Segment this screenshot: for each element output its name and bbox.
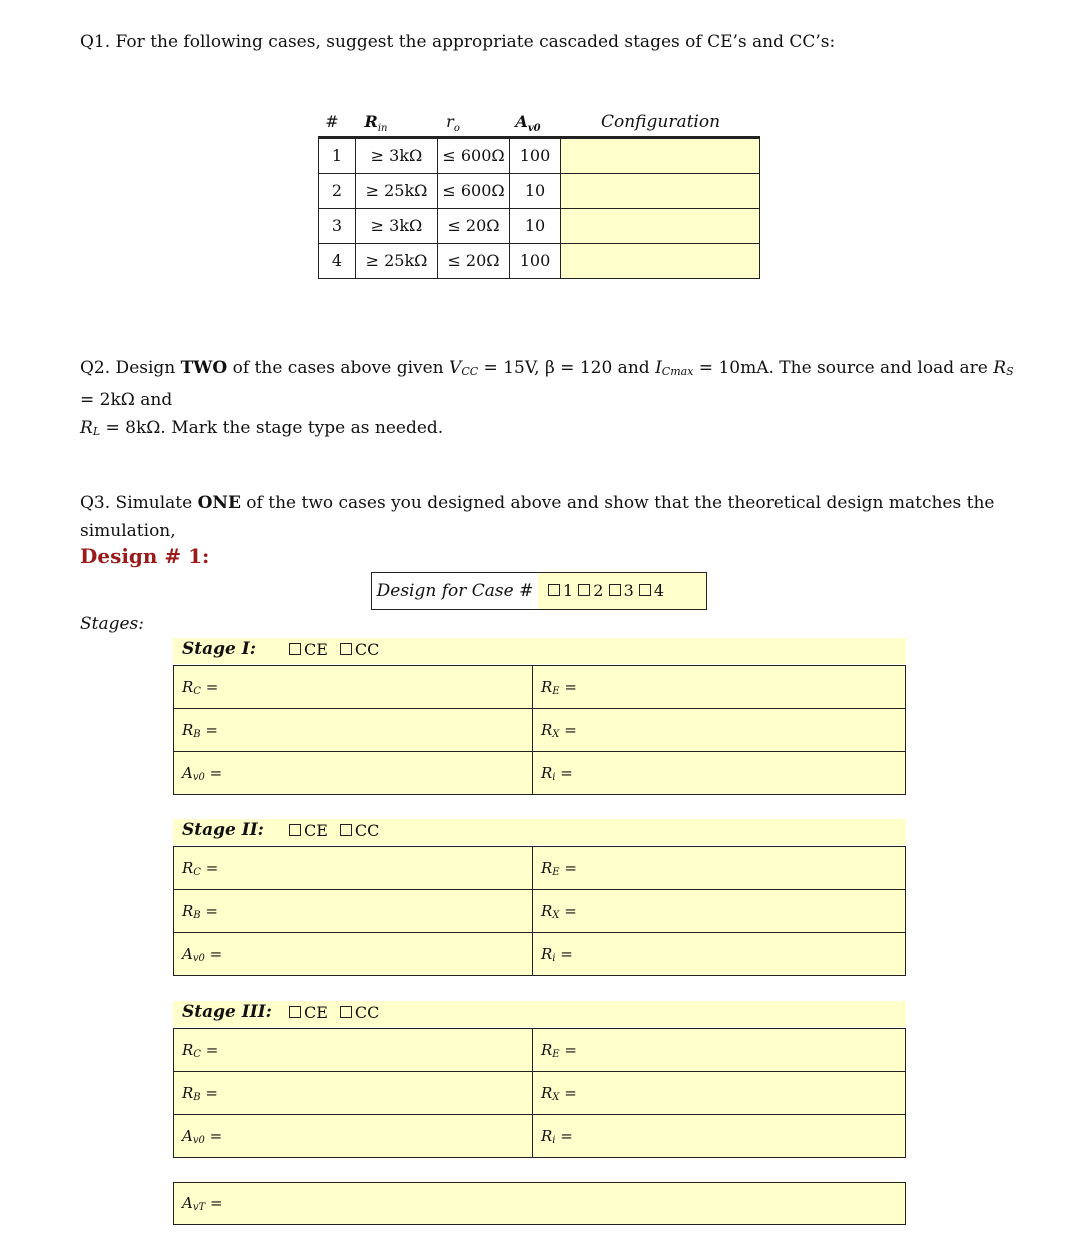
stage-types <box>289 640 379 659</box>
checkbox-icon[interactable] <box>340 643 352 655</box>
rx-field[interactable]: $R_X$ = <box>541 721 577 740</box>
re-field[interactable]: $R_E$ = <box>541 859 577 878</box>
checkbox-icon[interactable] <box>578 584 590 596</box>
rb-field[interactable]: $R_B$ = <box>174 709 533 751</box>
header-av0: $A_{v0}$ <box>515 112 541 135</box>
q2-bold: TWO <box>180 358 228 378</box>
total-gain-field[interactable]: $A_{vT}$ = <box>173 1182 906 1225</box>
av0-field[interactable]: $A_{v0}$ = <box>174 933 533 975</box>
q2-rl: R <box>80 418 93 438</box>
grid-row <box>174 709 905 752</box>
ri-field[interactable]: $R_i$ = <box>541 764 573 783</box>
q2-part: = 2kΩ and <box>80 390 173 410</box>
q2-rs-sub: S <box>1006 365 1014 378</box>
stage-type-ce: CE <box>304 821 328 840</box>
checkbox-icon[interactable] <box>289 824 301 836</box>
stage-grid <box>173 846 906 976</box>
cell-av0: 10 <box>509 209 560 243</box>
checkbox-icon[interactable] <box>289 643 301 655</box>
stage-type-cc: CC <box>354 821 380 840</box>
cell-ro: ≤ 20Ω <box>437 244 509 278</box>
ri-field[interactable]: $R_i$ = <box>541 945 573 964</box>
case-option-2: 2 <box>593 581 604 600</box>
checkbox-icon[interactable] <box>548 584 560 596</box>
header-num: # <box>325 112 339 131</box>
q3-text <box>80 489 1060 545</box>
case-label: Design for Case # <box>372 573 539 609</box>
q1-text: Q1. For the following cases, suggest the appropriate cascaded stages of CE’s and CC’s: <box>80 32 836 52</box>
grid-row <box>174 752 905 794</box>
design-title: Design # 1: <box>80 544 210 568</box>
header-configuration: Configuration <box>600 112 721 132</box>
table-row <box>318 139 760 174</box>
stages-label: Stages: <box>80 614 145 634</box>
table-row <box>318 209 760 244</box>
q2-part: of the cases above given <box>227 358 450 378</box>
cell-av0: 10 <box>509 174 560 208</box>
stage-type-cc: CC <box>354 640 380 659</box>
case-selector <box>371 572 707 610</box>
cell-configuration-input[interactable] <box>560 174 760 208</box>
q3-part: Q3. Simulate <box>80 493 198 513</box>
stage-type-ce: CE <box>304 1003 328 1022</box>
q3-bold: ONE <box>197 493 241 513</box>
q2-text <box>80 354 1020 446</box>
stage-type-ce: CE <box>304 640 328 659</box>
stage-grid <box>173 665 906 795</box>
header-ro: $r_o$ <box>446 112 460 135</box>
cell-av0: 100 <box>509 244 560 278</box>
grid-row <box>174 1115 905 1157</box>
q2-ic-sub: Cmax <box>661 365 694 378</box>
stage-name: Stage II: <box>182 820 264 840</box>
table-row <box>318 174 760 209</box>
cell-num: 2 <box>318 174 355 208</box>
checkbox-icon[interactable] <box>609 584 621 596</box>
checkbox-icon[interactable] <box>289 1006 301 1018</box>
rx-field[interactable]: $R_X$ = <box>541 1084 577 1103</box>
rx-field[interactable]: $R_X$ = <box>541 902 577 921</box>
stage-header <box>173 819 906 845</box>
checkbox-icon[interactable] <box>340 824 352 836</box>
grid-row <box>174 666 905 709</box>
av0-field[interactable]: $A_{v0}$ = <box>174 1115 533 1157</box>
case-options <box>538 573 706 609</box>
table-row <box>318 244 760 279</box>
table-header <box>318 108 760 138</box>
header-rin: $R_{in}$ <box>364 112 388 135</box>
q2-part: = 10mA. The source and load are <box>693 358 994 378</box>
re-field[interactable]: $R_E$ = <box>541 678 577 697</box>
stage-name: Stage I: <box>182 639 256 659</box>
q2-rl-sub: L <box>92 425 101 438</box>
case-option-4: 4 <box>653 581 665 600</box>
av0-field[interactable]: $A_{v0}$ = <box>174 752 533 794</box>
ri-field[interactable]: $R_i$ = <box>541 1127 573 1146</box>
cell-rin: ≥ 3kΩ <box>355 139 437 173</box>
q2-rs: R <box>993 358 1007 378</box>
stage-type-cc: CC <box>354 1003 380 1022</box>
cell-configuration-input[interactable] <box>560 209 760 243</box>
stage-grid <box>173 1028 906 1158</box>
rb-field[interactable]: $R_B$ = <box>174 890 533 932</box>
rb-field[interactable]: $R_B$ = <box>174 1072 533 1114</box>
stage-types <box>289 821 379 840</box>
cell-configuration-input[interactable] <box>560 139 760 173</box>
table-body <box>318 138 760 279</box>
grid-row <box>174 890 905 933</box>
stage-header <box>173 1001 906 1027</box>
checkbox-icon[interactable] <box>340 1006 352 1018</box>
rc-field[interactable]: $R_C$ = <box>174 666 533 708</box>
cell-rin: ≥ 25kΩ <box>355 174 437 208</box>
q1-table <box>318 108 760 279</box>
cell-configuration-input[interactable] <box>560 244 760 278</box>
cell-rin: ≥ 25kΩ <box>355 244 437 278</box>
case-option-3: 3 <box>623 581 634 600</box>
q2-vcc-sub: CC <box>461 365 479 378</box>
q2-part: = 15V, β = 120 and <box>478 358 656 378</box>
q3-part: of the two cases you designed above and show that the theoretical design matches the simulation, <box>80 493 995 541</box>
cell-ro: ≤ 20Ω <box>437 209 509 243</box>
cell-num: 1 <box>318 139 355 173</box>
re-field[interactable]: $R_E$ = <box>541 1041 577 1060</box>
stage-types <box>289 1003 379 1022</box>
case-option-1: 1 <box>563 581 574 600</box>
q2-vcc: V <box>449 358 462 378</box>
stage-name: Stage III: <box>182 1002 272 1022</box>
cell-rin: ≥ 3kΩ <box>355 209 437 243</box>
stage-header <box>173 638 906 664</box>
rc-field[interactable]: $R_C$ = <box>174 1029 533 1071</box>
checkbox-icon[interactable] <box>639 584 651 596</box>
cell-av0: 100 <box>509 139 560 173</box>
q2-part: Q2. Design <box>80 358 181 378</box>
q2-part: = 8kΩ. Mark the stage type as needed. <box>100 418 444 438</box>
cell-num: 3 <box>318 209 355 243</box>
grid-row <box>174 933 905 975</box>
grid-row <box>174 847 905 890</box>
cell-ro: ≤ 600Ω <box>437 174 509 208</box>
rc-field[interactable]: $R_C$ = <box>174 847 533 889</box>
grid-row <box>174 1029 905 1072</box>
grid-row <box>174 1072 905 1115</box>
q2-ic: I <box>655 358 662 378</box>
cell-ro: ≤ 600Ω <box>437 139 509 173</box>
cell-num: 4 <box>318 244 355 278</box>
